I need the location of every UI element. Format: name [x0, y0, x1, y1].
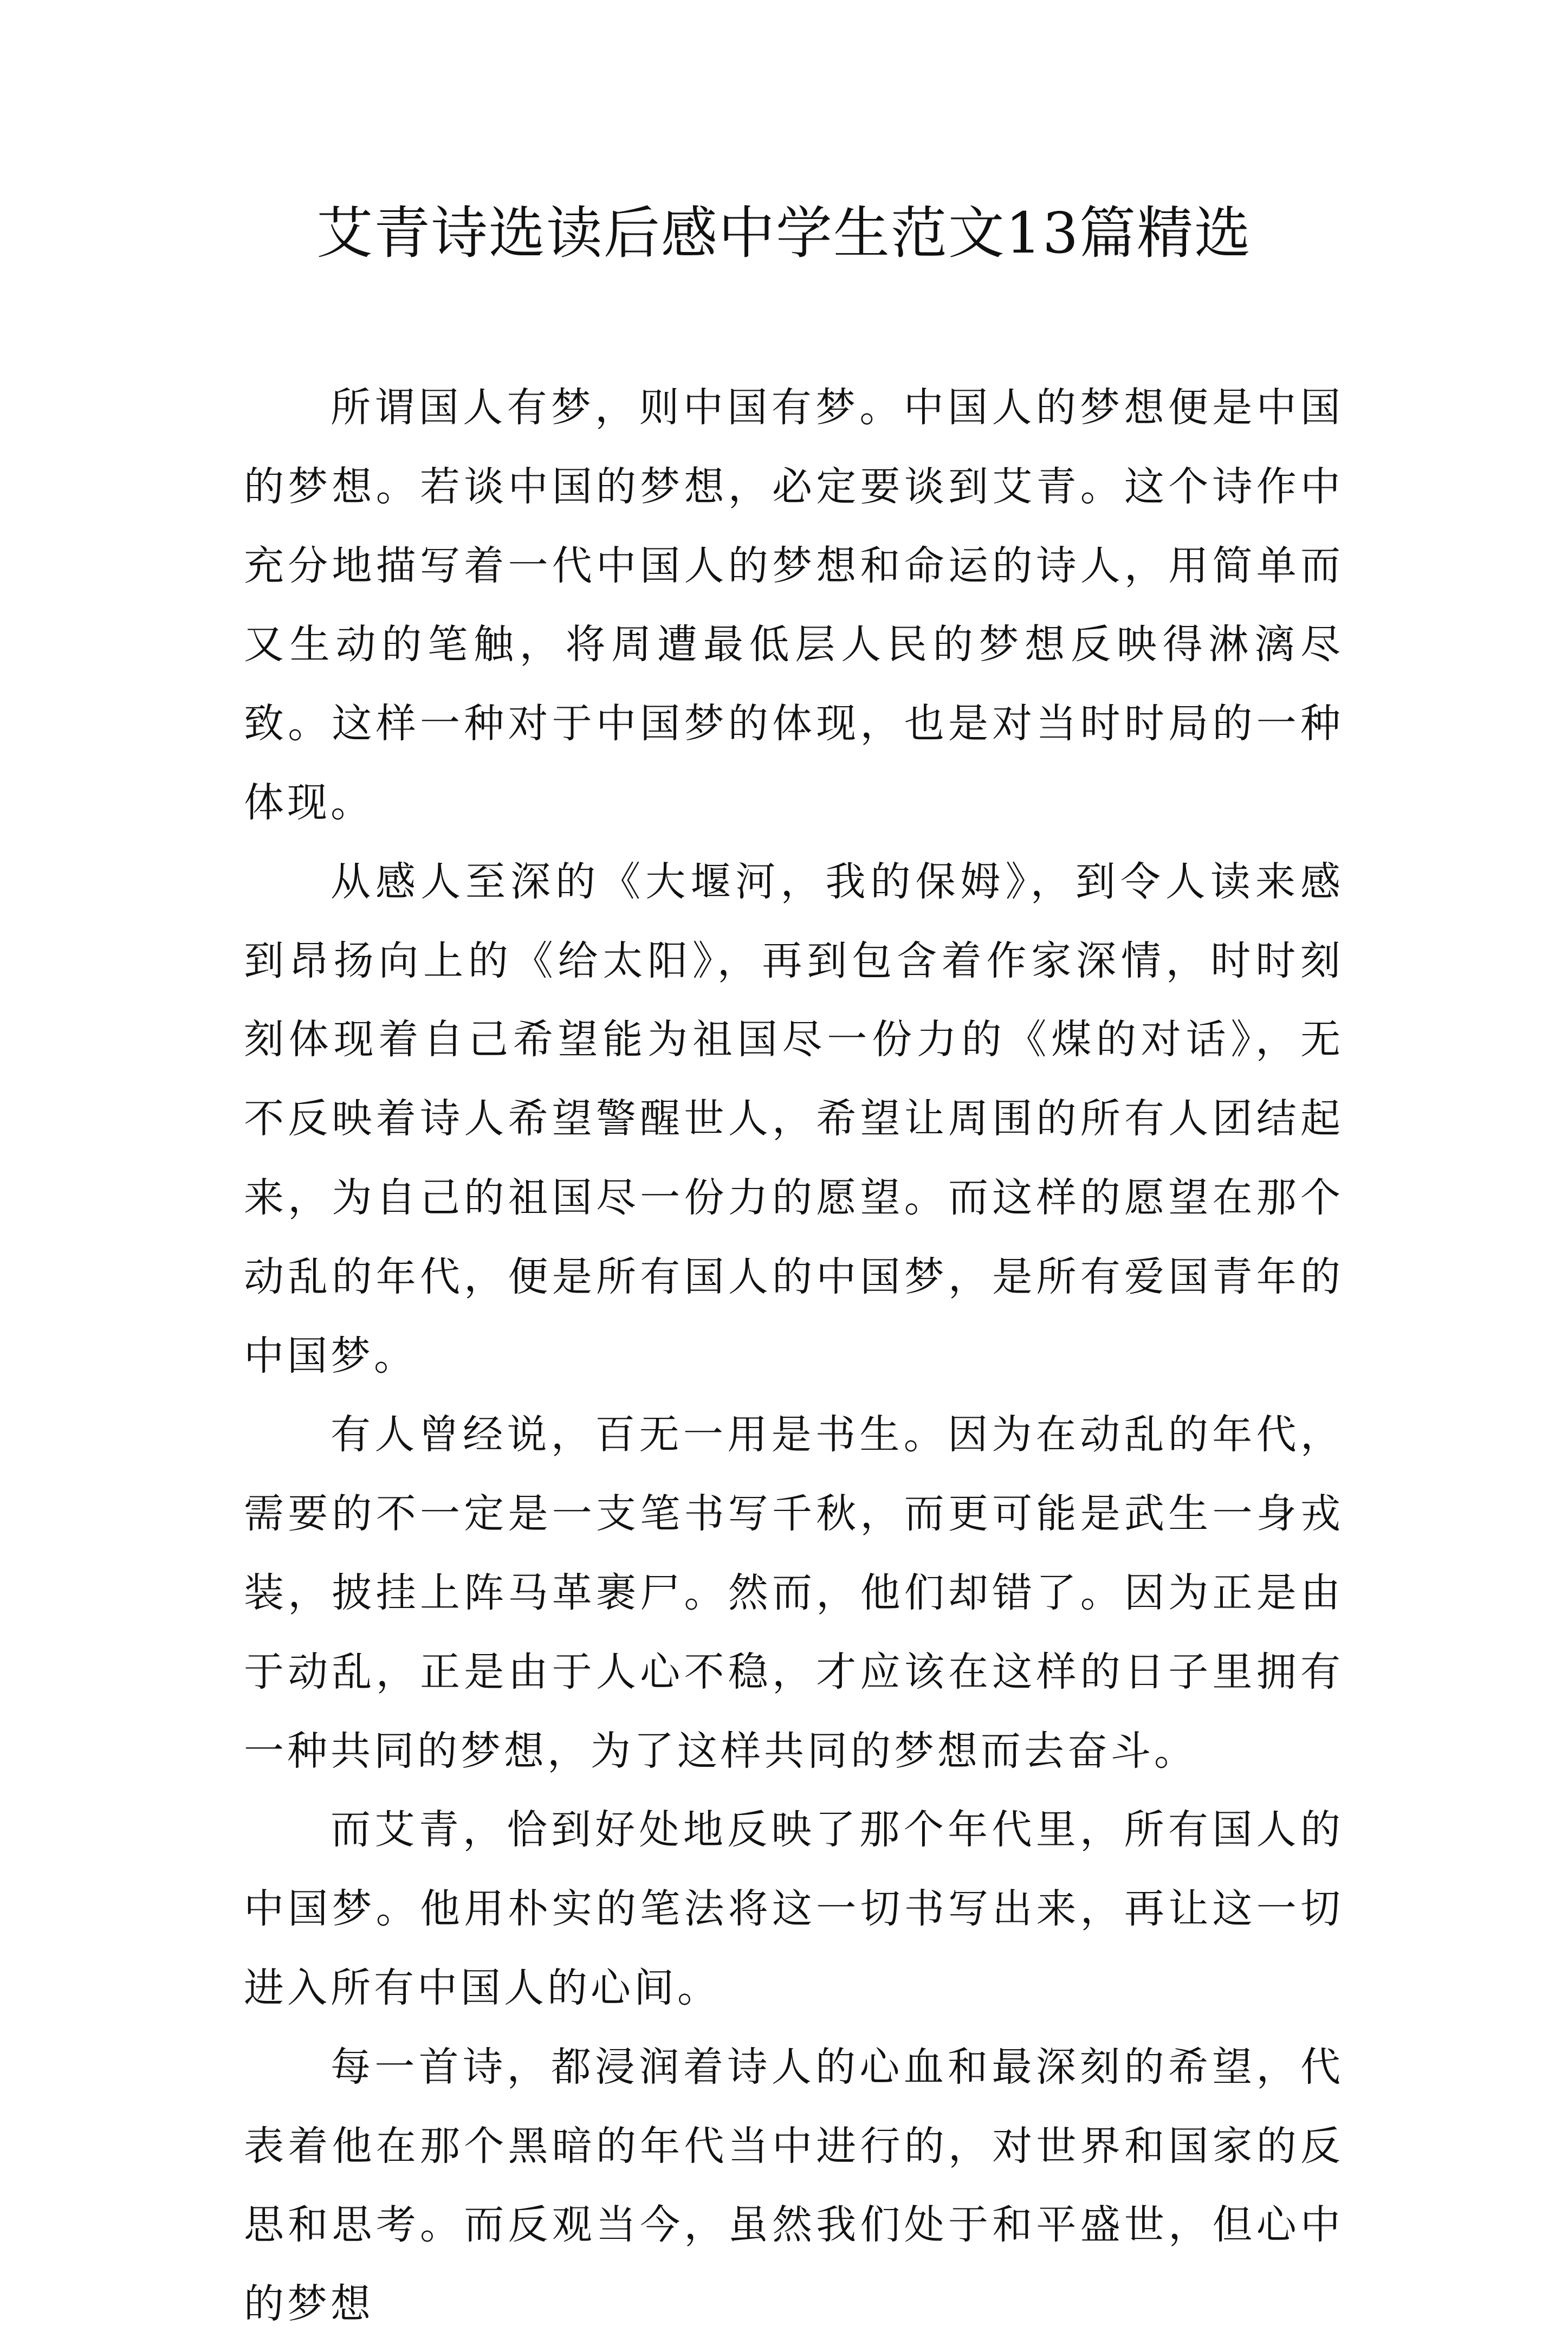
paragraph-1: 所谓国人有梦，则中国有梦。中国人的梦想便是中国的梦想。若谈中国的梦想，必定要谈到艾青。这个诗作中充分地描写着一代中国人的梦想和命运的诗人，用简单而又生动的笔触，将周遭最低层人民的梦想反映得淋漓尽致。这样一种对于中国梦的体现，也是对当时时局的一种体现。: [244, 384, 1344, 826]
paragraph-4: 而艾青，恰到好处地反映了那个年代里，所有国人的中国梦。他用朴实的笔法将这一切书写出来，再让这一切进入所有中国人的心间。: [244, 1806, 1344, 2011]
document-title: 艾青诗选读后感中学生范文13篇精选: [316, 200, 1252, 266]
paragraph-2: 从感人至深的《大堰河，我的保姆》，到令人读来感到昂扬向上的《给太阳》，再到包含着作家深情，时时刻刻体现着自己希望能为祖国尽一份力的《煤的对话》，无不反映着诗人希望警醒世人，希望让周围的所有人团结起来，为自己的祖国尽一份力的愿望。而这样的愿望在那个动乱的年代，便是所有国人的中国梦，是所有爱国青年的中国梦。: [244, 858, 1344, 1379]
document-body: [244, 369, 1344, 2344]
paragraph-3: 有人曾经说，百无一用是书生。因为在动乱的年代，需要的不一定是一支笔书写千秋，而更可能是武生一身戎装，披挂上阵马革裹尸。然而，他们却错了。因为正是由于动乱，正是由于人心不稳，才应该在这样的日子里拥有一种共同的梦想，为了这样共同的梦想而去奋斗。: [244, 1411, 1344, 1774]
paragraph-5: 每一首诗，都浸润着诗人的心血和最深刻的希望，代表着他在那个黑暗的年代当中进行的，对世界和国家的反思和思考。而反观当今，虽然我们处于和平盛世，但心中的梦想: [244, 2043, 1344, 2328]
